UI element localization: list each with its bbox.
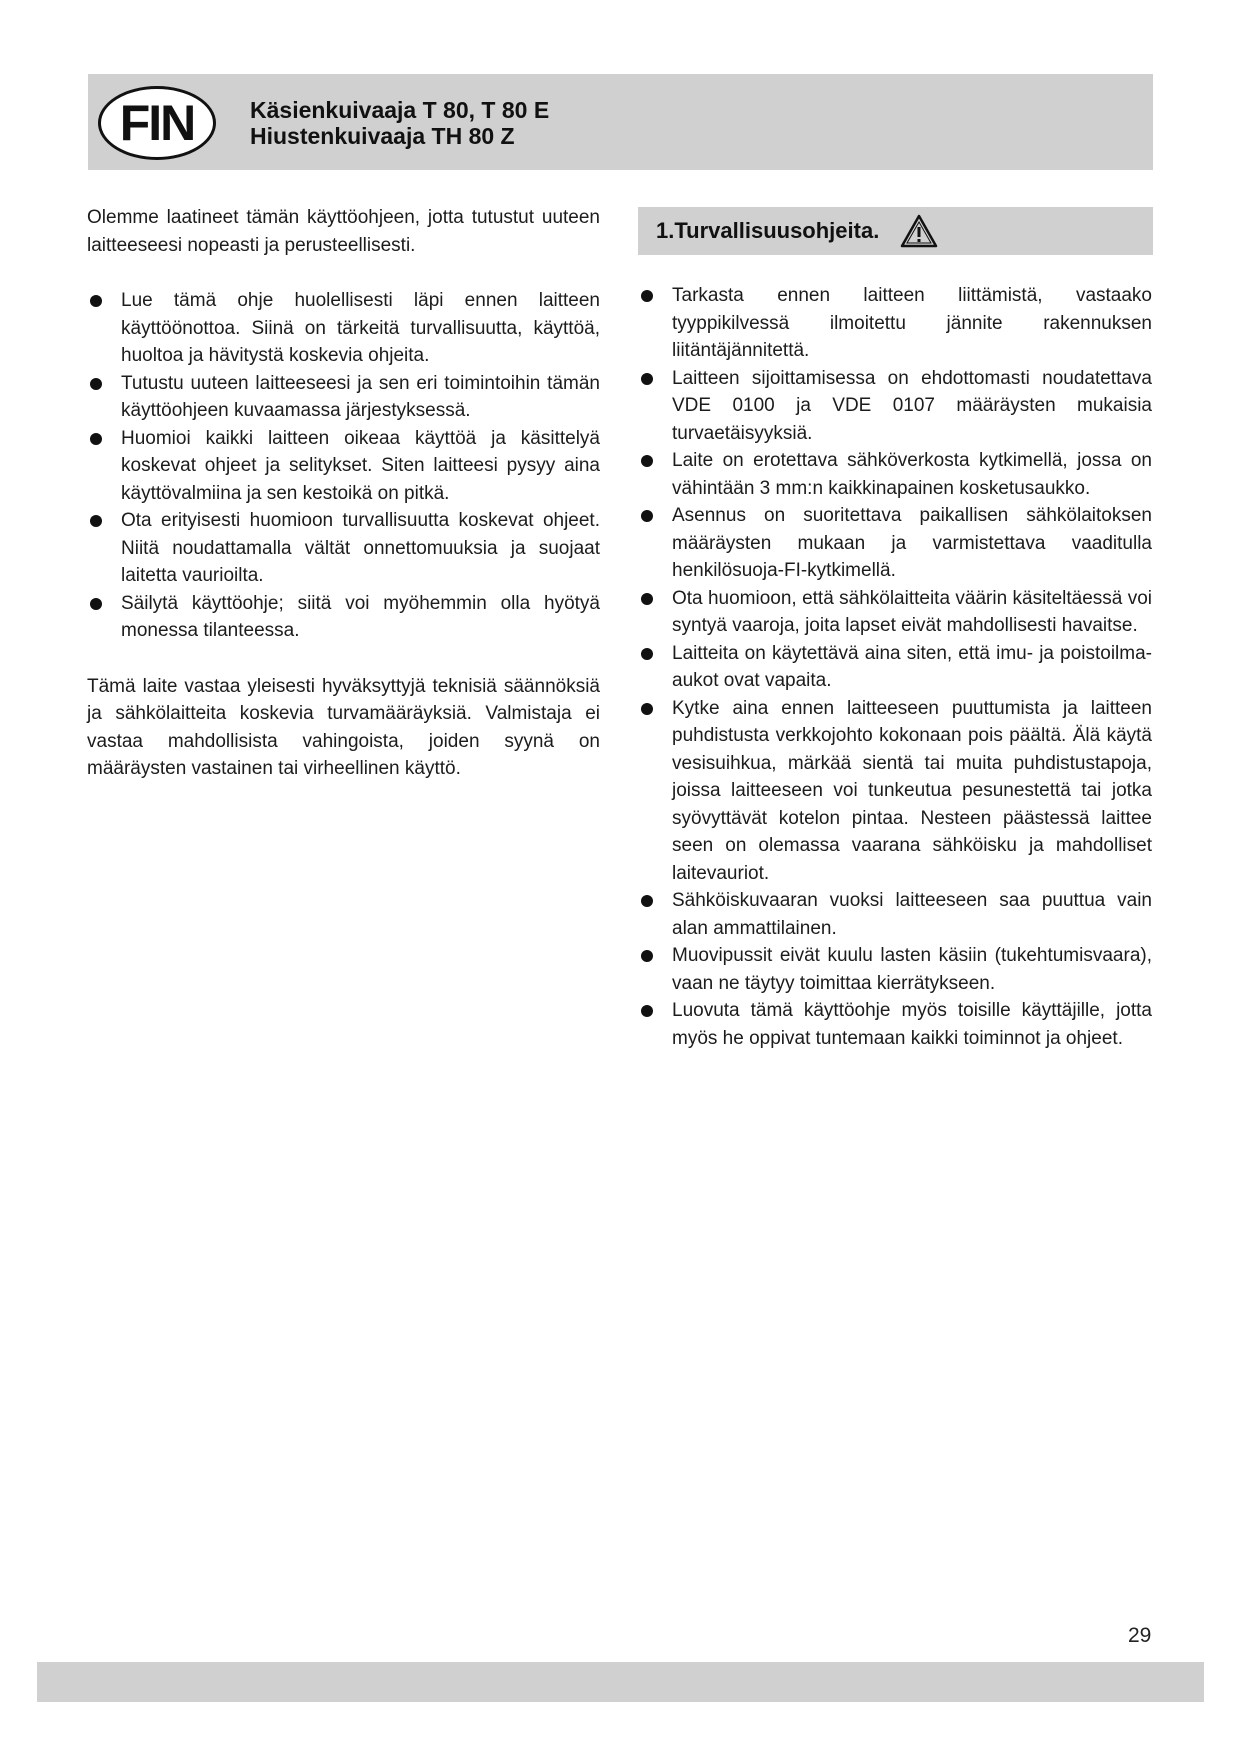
header-bar bbox=[88, 74, 1153, 170]
warning-triangle-icon bbox=[899, 213, 939, 249]
list-item: Ota erityisesti huomioon turvallisuutta koskevat ohjeet. Niitä noudattamalla vältät onnettomuuksia ja suojaat laitetta vaurioilta. bbox=[87, 507, 600, 590]
language-badge: FIN bbox=[98, 86, 216, 160]
list-item: Laite on erotettava sähköverkosta kytkimellä, jossa on vähintään 3 mm:n kaikkinapainen kosketusaukko. bbox=[638, 447, 1152, 502]
product-title-hair-dryer: Hiustenkuivaaja TH 80 Z bbox=[250, 123, 515, 149]
list-item: Kytke aina ennen laitteeseen puuttumista ja laitteen puhdistusta verkkojohto kokonaan pois päältä. Älä käytä vesisuihkua, märkää sientä tai muita puhdistustapoja, joissa laitteeseen voi tunkeutua pesunestettä tai jotka syövyttävät kotelon pintaa. Nesteen päästessä laittee seen on olemassa vaarana sähköisku ja mahdolliset laitevauriot. bbox=[638, 695, 1152, 888]
compliance-paragraph: Tämä laite vastaa yleisesti hyväksyttyjä teknisiä säännöksiä ja sähkölaitteita koskevia turvamääräyksiä. Valmistaja ei vastaa mahdollisista vahingoista, joiden syynä on määräysten vastainen tai virheellinen käyttö. bbox=[87, 675, 600, 779]
list-item: Muovipussit eivät kuulu lasten käsiin (tukehtumisvaara), vaan ne täytyy toimittaa kierrätykseen. bbox=[638, 942, 1152, 997]
list-item: Laitteen sijoittamisessa on ehdottomasti noudatettava VDE 0100 ja VDE 0107 määräysten mukaisia turvaetäisyyksiä. bbox=[638, 365, 1152, 448]
list-item: Tutustu uuteen laitteeseesi ja sen eri toimintoihin tämän käyttöohjeen kuvaamassa järjestyksessä. bbox=[87, 370, 600, 425]
instructions-list bbox=[87, 287, 600, 645]
list-item: Tarkasta ennen laitteen liittämistä, vastaako tyyppikilvessä ilmoitettu jännite rakennuksen liitäntäjännitettä. bbox=[638, 282, 1152, 365]
left-column bbox=[87, 204, 600, 783]
safety-list bbox=[638, 282, 1152, 1052]
list-item: Sähköiskuvaaran vuoksi laitteeseen saa puuttua vain alan ammattilainen. bbox=[638, 887, 1152, 942]
list-item: Säilytä käyttöohje; siitä voi myöhemmin olla hyötyä monessa tilanteessa. bbox=[87, 590, 600, 645]
right-column bbox=[638, 282, 1152, 1052]
header-titles bbox=[250, 97, 549, 149]
intro-paragraph: Olemme laatineet tämän käyttöohjeen, jotta tutustut uuteen laitteeseesi nopeasti ja perusteellisesti. bbox=[87, 207, 600, 256]
list-item: Lue tämä ohje huolellisesti läpi ennen laitteen käyttöönottoa. Siinä on tärkeitä turvallisuutta, käyttöä, huoltoa ja hävitystä koskevia ohjeita. bbox=[87, 287, 600, 370]
section-heading-bar bbox=[638, 207, 1153, 255]
section-title: 1.Turvallisuusohjeita. bbox=[656, 218, 880, 243]
footer-bar bbox=[37, 1662, 1204, 1702]
product-title-hand-dryer: Käsienkuivaaja T 80, T 80 E bbox=[250, 97, 550, 123]
page-number: 29 bbox=[1128, 1624, 1152, 1647]
list-item: Asennus on suoritettava paikallisen sähkölaitoksen määräysten mukaan ja varmistettava vaaditulla henkilösuoja-FI-kytkimellä. bbox=[638, 502, 1152, 585]
list-item: Ota huomioon, että sähkölaitteita väärin käsiteltäessä voi syntyä vaaroja, joita lapset eivät mahdollisesti havaitse. bbox=[638, 585, 1152, 640]
list-item: Laitteita on käytettävä aina siten, että imu- ja poistoilma-aukot ovat vapaita. bbox=[638, 640, 1152, 695]
list-item: Luovuta tämä käyttöohje myös toisille käyttäjille, jotta myös he oppivat tuntemaan kaikki toiminnot ja ohjeet. bbox=[638, 997, 1152, 1052]
list-item: Huomioi kaikki laitteen oikeaa käyttöä ja käsittelyä koskevat ohjeet ja selitykset. Siten laitteesi pysyy aina käyttövalmiina ja sen kestoikä on pitkä. bbox=[87, 425, 600, 508]
